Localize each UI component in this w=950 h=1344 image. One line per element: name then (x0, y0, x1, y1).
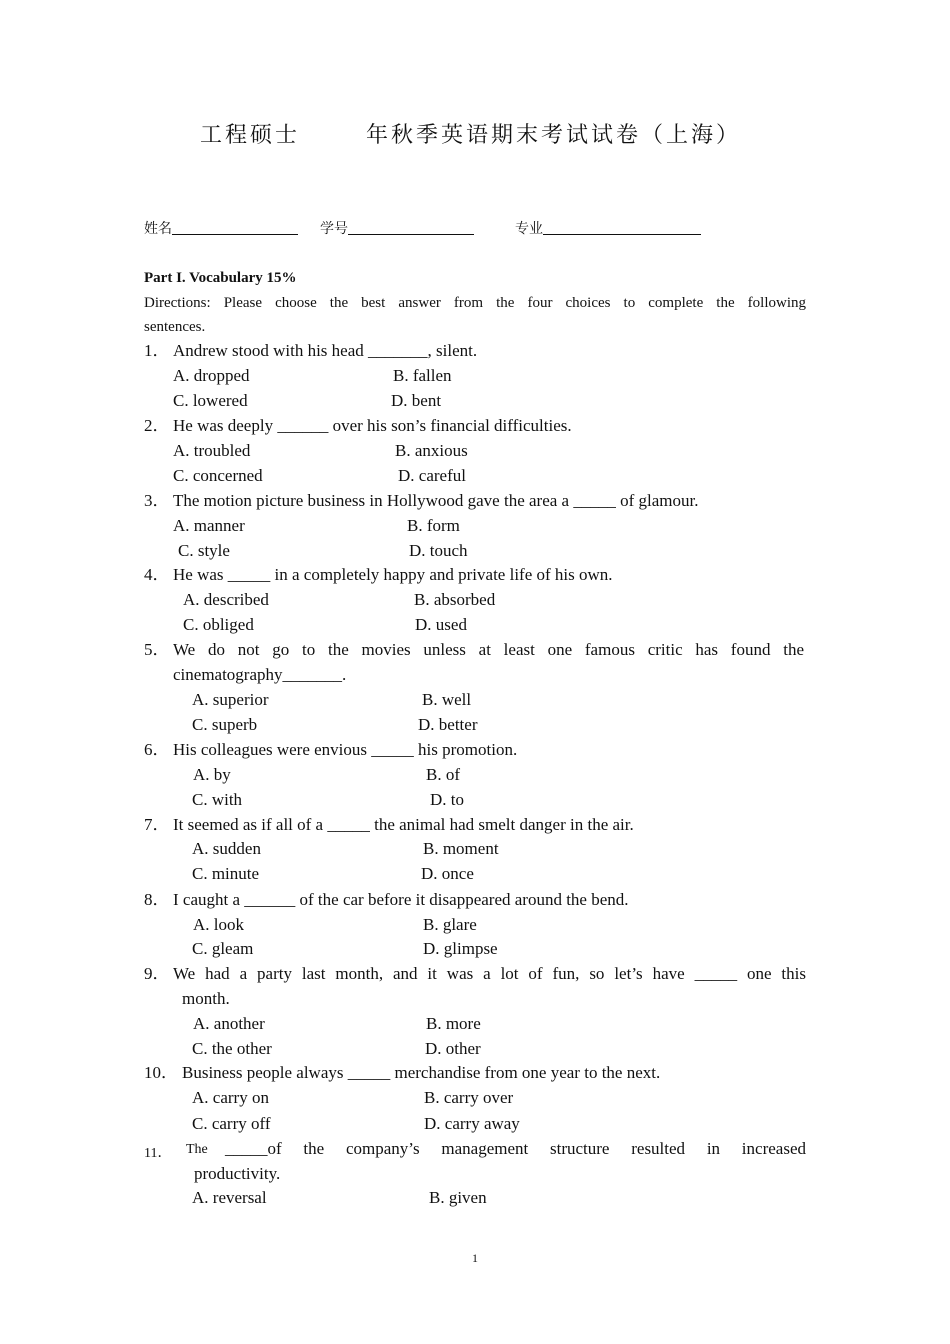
option-a: A. dropped (173, 366, 250, 385)
question-number: 10． (144, 1063, 178, 1082)
option-b: B. more (426, 1014, 481, 1033)
name-label: 姓名 (144, 221, 172, 237)
option-a: A. carry on (192, 1088, 269, 1107)
question-text: He was deeply ______ over his son’s financial difficulties. (173, 416, 572, 435)
major-label: 专业 (515, 221, 543, 237)
major-blank (543, 220, 701, 235)
option-c: C. concerned (173, 466, 263, 485)
option-a: A. reversal (192, 1188, 267, 1207)
major-field (515, 218, 701, 238)
question-number: 4． (144, 565, 170, 584)
option-b: B. given (429, 1188, 487, 1207)
student-id-label: 学号 (320, 221, 348, 237)
option-c: C. minute (192, 864, 260, 883)
option-c: C. the other (192, 1039, 272, 1058)
option-c: C. with (192, 790, 243, 809)
question-number: 5． (144, 640, 170, 659)
name-field (144, 218, 298, 238)
question-number: 9． (144, 964, 170, 983)
option-d: D. careful (398, 466, 466, 485)
option-a: A. look (193, 915, 244, 934)
question-number: 7． (144, 815, 170, 834)
question-text-continued: cinematography_______. (173, 665, 347, 684)
directions-line-2: sentences. (144, 319, 206, 335)
option-b: B. anxious (395, 441, 468, 460)
question-number: 2． (144, 416, 170, 435)
student-id-blank (348, 220, 474, 235)
question-number: 3． (144, 491, 170, 510)
option-c: C. superb (192, 715, 258, 734)
part-heading: Part I. Vocabulary 15% (144, 270, 297, 286)
option-b: B. well (422, 690, 472, 709)
option-c: C. carry off (192, 1114, 271, 1133)
option-b: B. absorbed (414, 590, 496, 609)
option-d: D. used (415, 615, 467, 634)
question-lead-word: The (186, 1142, 208, 1157)
option-a: A. superior (192, 690, 269, 709)
question-text: Andrew stood with his head _______, silent. (173, 341, 478, 360)
option-a: A. troubled (173, 441, 251, 460)
option-a: A. sudden (192, 839, 261, 858)
option-a: A. manner (173, 516, 245, 535)
directions-line-1: Directions: Please choose the best answer from the four choices to complete the following (144, 295, 806, 311)
option-d: D. touch (409, 541, 468, 560)
option-b: B. of (426, 765, 460, 784)
name-blank (172, 220, 298, 235)
option-c: C. gleam (192, 939, 254, 958)
option-c: C. obliged (183, 615, 254, 634)
question-text: We had a party last month, and it was a lot of fun, so let’s have _____ one this (173, 964, 806, 983)
question-text: His colleagues were envious _____ his promotion. (173, 740, 518, 759)
option-d: D. better (418, 715, 478, 734)
question-text: The motion picture business in Hollywood gave the area a _____ of glamour. (173, 491, 699, 510)
question-text-continued: month. (182, 989, 230, 1008)
page-number: 1 (472, 1251, 478, 1265)
option-d: D. once (421, 864, 474, 883)
option-b: B. glare (423, 915, 477, 934)
option-d: D. bent (391, 391, 442, 410)
option-a: A. by (193, 765, 231, 784)
option-d: D. carry away (424, 1114, 520, 1133)
option-a: A. described (183, 590, 269, 609)
question-number: 1． (144, 341, 170, 360)
option-b: B. carry over (424, 1088, 514, 1107)
option-b: B. form (407, 516, 460, 535)
option-c: C. lowered (173, 391, 248, 410)
question-text: He was _____ in a completely happy and private life of his own. (173, 565, 613, 584)
option-b: B. fallen (393, 366, 452, 385)
option-d: D. to (430, 790, 464, 809)
option-b: B. moment (423, 839, 499, 858)
question-text: _____of the company’s management structure resulted in increased (225, 1139, 806, 1158)
question-number: 11． (144, 1146, 172, 1161)
question-text: It seemed as if all of a _____ the animal had smelt danger in the air. (173, 815, 634, 834)
student-id-field (320, 218, 474, 238)
question-text: I caught a ______ of the car before it disappeared around the bend. (173, 890, 629, 909)
option-c: C. style (178, 541, 230, 560)
question-text-continued: productivity. (194, 1164, 281, 1183)
question-number: 8． (144, 890, 170, 909)
option-d: D. glimpse (423, 939, 498, 958)
exam-title-right: 年秋季英语期末考试试卷（上海） (366, 123, 742, 148)
question-number: 6． (144, 740, 170, 759)
option-a: A. another (193, 1014, 265, 1033)
option-d: D. other (425, 1039, 481, 1058)
question-text: We do not go to the movies unless at least one famous critic has found the (173, 640, 804, 659)
question-text: Business people always _____ merchandise from one year to the next. (182, 1063, 661, 1082)
exam-title-left: 工程硕士 (200, 123, 301, 148)
